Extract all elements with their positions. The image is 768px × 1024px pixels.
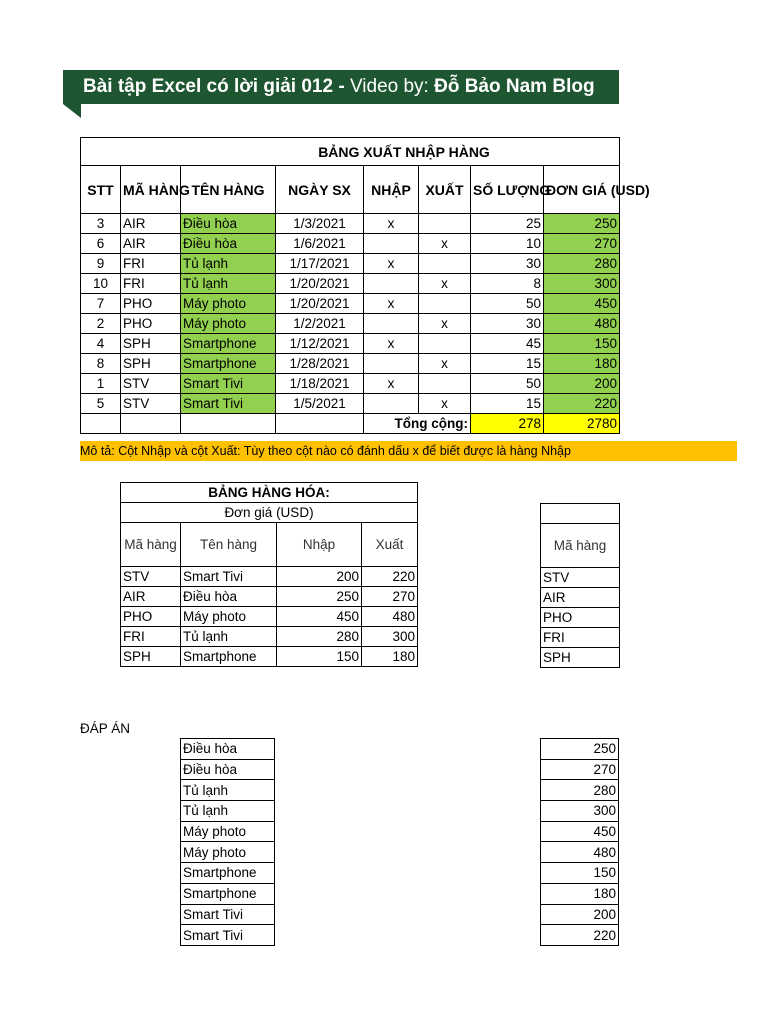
empty-cell[interactable] — [276, 414, 364, 434]
import-mark-cell[interactable]: x — [364, 374, 419, 394]
quantity-cell[interactable]: 15 — [471, 394, 544, 414]
answer-price-cell[interactable]: 150 — [541, 863, 619, 884]
answer-name-cell[interactable]: Smartphone — [181, 883, 275, 904]
quantity-cell[interactable]: 25 — [471, 214, 544, 234]
table-row — [121, 567, 418, 587]
column-header[interactable]: NHẬP — [364, 166, 419, 214]
date-cell[interactable]: 1/12/2021 — [276, 334, 364, 354]
total-label[interactable]: Tổng cộng: — [364, 414, 471, 434]
table-row — [541, 568, 620, 588]
export-price-cell[interactable]: 480 — [362, 607, 418, 627]
code-cell[interactable]: STV — [121, 374, 181, 394]
import-mark-cell[interactable]: x — [364, 334, 419, 354]
column-header[interactable]: XUẤT — [419, 166, 471, 214]
export-mark-cell[interactable] — [419, 214, 471, 234]
column-header[interactable]: STT — [81, 166, 121, 214]
answer-name-cell[interactable]: Smart Tivi — [181, 904, 275, 925]
import-mark-cell[interactable] — [364, 274, 419, 294]
stt-cell[interactable]: 7 — [81, 294, 121, 314]
export-mark-cell[interactable]: x — [419, 394, 471, 414]
quantity-cell[interactable]: 10 — [471, 234, 544, 254]
date-cell[interactable]: 1/5/2021 — [276, 394, 364, 414]
table-row — [121, 627, 418, 647]
code-cell[interactable]: FRI — [121, 627, 181, 647]
table-row — [81, 374, 620, 394]
name-cell[interactable]: Tủ lạnh — [181, 627, 277, 647]
name-cell[interactable]: Điều hòa — [181, 214, 276, 234]
table-row — [81, 274, 620, 294]
code-cell[interactable]: AIR — [121, 587, 181, 607]
name-cell[interactable]: Smartphone — [181, 334, 276, 354]
answer-name-cell[interactable]: Điều hòa — [181, 759, 275, 780]
date-cell[interactable]: 1/17/2021 — [276, 254, 364, 274]
stt-cell[interactable]: 10 — [81, 274, 121, 294]
import-mark-cell[interactable]: x — [364, 254, 419, 274]
code-cell[interactable]: AIR — [121, 234, 181, 254]
name-cell[interactable]: Smartphone — [181, 647, 277, 667]
stt-cell[interactable]: 9 — [81, 254, 121, 274]
quantity-cell[interactable]: 30 — [471, 314, 544, 334]
table-title[interactable]: BẢNG XUẤT NHẬP HÀNG — [81, 138, 620, 166]
price-cell[interactable]: 150 — [544, 334, 620, 354]
import-mark-cell[interactable] — [364, 394, 419, 414]
export-mark-cell[interactable] — [419, 374, 471, 394]
date-cell[interactable]: 1/3/2021 — [276, 214, 364, 234]
table-row — [81, 314, 620, 334]
column-header[interactable]: TÊN HÀNG — [181, 166, 276, 214]
date-cell[interactable]: 1/20/2021 — [276, 294, 364, 314]
column-header[interactable]: MÃ HÀNG — [121, 166, 181, 214]
table-row — [541, 628, 620, 648]
column-header[interactable]: Tên hàng — [181, 523, 277, 567]
code-cell[interactable]: FRI — [121, 254, 181, 274]
import-price-cell[interactable]: 280 — [277, 627, 362, 647]
code-cell[interactable]: STV — [121, 394, 181, 414]
answer-name-cell[interactable]: Smartphone — [181, 863, 275, 884]
import-mark-cell[interactable] — [364, 234, 419, 254]
stt-cell[interactable]: 3 — [81, 214, 121, 234]
column-header[interactable]: NGÀY SX — [276, 166, 364, 214]
price-cell[interactable]: 180 — [544, 354, 620, 374]
code-cell[interactable]: FRI — [541, 628, 620, 648]
date-cell[interactable]: 1/2/2021 — [276, 314, 364, 334]
answer-name-cell[interactable]: Smart Tivi — [181, 925, 275, 946]
quantity-cell[interactable]: 30 — [471, 254, 544, 274]
name-cell[interactable]: Tủ lạnh — [181, 274, 276, 294]
code-cell[interactable]: STV — [541, 568, 620, 588]
empty-cell[interactable] — [181, 414, 276, 434]
name-cell[interactable]: Smart Tivi — [181, 567, 277, 587]
answer-name-cell[interactable]: Tủ lạnh — [181, 801, 275, 822]
price-cell[interactable]: 200 — [544, 374, 620, 394]
goods-table-title[interactable]: BẢNG HÀNG HÓA: — [121, 483, 418, 503]
stt-cell[interactable]: 6 — [81, 234, 121, 254]
stt-cell[interactable]: 4 — [81, 334, 121, 354]
export-mark-cell[interactable] — [419, 294, 471, 314]
name-cell[interactable]: Điều hòa — [181, 234, 276, 254]
price-cell[interactable]: 450 — [544, 294, 620, 314]
table-row — [81, 334, 620, 354]
export-mark-cell[interactable]: x — [419, 274, 471, 294]
name-cell[interactable]: Smartphone — [181, 354, 276, 374]
code-cell[interactable]: AIR — [541, 588, 620, 608]
code-cell[interactable]: PHO — [121, 294, 181, 314]
import-mark-cell[interactable]: x — [364, 214, 419, 234]
page-banner — [63, 70, 619, 104]
answer-names-table — [180, 738, 275, 946]
table-row — [541, 588, 620, 608]
stt-cell[interactable]: 8 — [81, 354, 121, 374]
quantity-cell[interactable]: 50 — [471, 294, 544, 314]
name-cell[interactable]: Tủ lạnh — [181, 254, 276, 274]
code-cell[interactable]: SPH — [541, 648, 620, 668]
description-text: Mô tả: Cột Nhập và cột Xuất: Tùy theo cột nào có đánh dấu x để biết được là hàng Nhập — [80, 444, 571, 458]
code-cell[interactable]: FRI — [121, 274, 181, 294]
code-cell[interactable]: PHO — [121, 314, 181, 334]
export-price-cell[interactable]: 180 — [362, 647, 418, 667]
answer-name-cell[interactable]: Điều hòa — [181, 739, 275, 760]
total-quantity[interactable]: 278 — [471, 414, 544, 434]
answer-prices-table — [540, 738, 619, 946]
export-price-cell[interactable]: 220 — [362, 567, 418, 587]
answer-name-cell[interactable]: Máy photo — [181, 842, 275, 863]
name-cell[interactable]: Smart Tivi — [181, 394, 276, 414]
answer-price-cell[interactable]: 180 — [541, 883, 619, 904]
price-cell[interactable]: 300 — [544, 274, 620, 294]
price-cell[interactable]: 220 — [544, 394, 620, 414]
name-cell[interactable]: Điều hòa — [181, 587, 277, 607]
table-row — [121, 607, 418, 627]
code-cell[interactable]: PHO — [541, 608, 620, 628]
name-cell[interactable]: Máy photo — [181, 607, 277, 627]
empty-cell[interactable] — [121, 414, 181, 434]
import-export-table — [80, 137, 650, 434]
code-cell[interactable]: SPH — [121, 354, 181, 374]
date-cell[interactable]: 1/6/2021 — [276, 234, 364, 254]
name-cell[interactable]: Máy photo — [181, 294, 276, 314]
stt-cell[interactable]: 1 — [81, 374, 121, 394]
answer-price-cell[interactable]: 480 — [541, 842, 619, 863]
import-price-cell[interactable]: 450 — [277, 607, 362, 627]
table-row — [541, 608, 620, 628]
stt-cell[interactable]: 5 — [81, 394, 121, 414]
stt-cell[interactable]: 2 — [81, 314, 121, 334]
name-cell[interactable]: Máy photo — [181, 314, 276, 334]
import-price-cell[interactable]: 200 — [277, 567, 362, 587]
column-header[interactable]: Mã hàng — [541, 524, 620, 568]
table-row — [81, 294, 620, 314]
import-mark-cell[interactable] — [364, 354, 419, 374]
description-note — [80, 441, 737, 461]
column-header[interactable]: Mã hàng — [121, 523, 181, 567]
price-cell[interactable]: 250 — [544, 214, 620, 234]
code-cell[interactable]: SPH — [121, 334, 181, 354]
code-cell[interactable]: SPH — [121, 647, 181, 667]
date-cell[interactable]: 1/18/2021 — [276, 374, 364, 394]
answer-price-cell[interactable]: 220 — [541, 925, 619, 946]
answer-price-cell[interactable]: 300 — [541, 801, 619, 822]
total-row — [81, 414, 620, 434]
banner-author: Đỗ Bảo Nam Blog — [434, 76, 595, 97]
price-cell[interactable]: 480 — [544, 314, 620, 334]
export-price-cell[interactable]: 270 — [362, 587, 418, 607]
date-cell[interactable]: 1/20/2021 — [276, 274, 364, 294]
quantity-cell[interactable]: 15 — [471, 354, 544, 374]
empty-cell[interactable] — [541, 504, 620, 524]
answer-label: ĐÁP ÁN — [80, 721, 131, 736]
column-header[interactable]: SỐ LƯỢNG — [471, 166, 544, 214]
name-cell[interactable]: Smart Tivi — [181, 374, 276, 394]
import-mark-cell[interactable]: x — [364, 294, 419, 314]
import-price-cell[interactable]: 150 — [277, 647, 362, 667]
answer-name-cell[interactable]: Máy photo — [181, 821, 275, 842]
column-header[interactable]: ĐƠN GIÁ (USD) — [544, 166, 620, 214]
goods-table-subtitle[interactable]: Đơn giá (USD) — [121, 503, 418, 523]
answer-price-cell[interactable]: 250 — [541, 739, 619, 760]
banner-video-by: Video by: — [349, 76, 435, 97]
table-row — [121, 647, 418, 667]
quantity-cell[interactable]: 45 — [471, 334, 544, 354]
export-mark-cell[interactable]: x — [419, 234, 471, 254]
quantity-cell[interactable]: 8 — [471, 274, 544, 294]
export-mark-cell[interactable]: x — [419, 314, 471, 334]
import-mark-cell[interactable] — [364, 314, 419, 334]
empty-cell[interactable] — [81, 414, 121, 434]
export-mark-cell[interactable]: x — [419, 354, 471, 374]
table-row — [81, 354, 620, 374]
table-row — [81, 214, 620, 234]
table-row — [81, 394, 620, 414]
table-row — [81, 254, 620, 274]
answer-price-cell[interactable]: 450 — [541, 821, 619, 842]
quantity-cell[interactable]: 50 — [471, 374, 544, 394]
export-price-cell[interactable]: 300 — [362, 627, 418, 647]
table-row — [81, 234, 620, 254]
banner-fold — [63, 104, 81, 118]
import-price-cell[interactable]: 250 — [277, 587, 362, 607]
price-cell[interactable]: 270 — [544, 234, 620, 254]
answer-name-cell[interactable]: Tủ lạnh — [181, 780, 275, 801]
export-mark-cell[interactable] — [419, 254, 471, 274]
answer-price-cell[interactable]: 280 — [541, 780, 619, 801]
partial-code-table — [540, 503, 620, 668]
code-cell[interactable]: STV — [121, 567, 181, 587]
column-header[interactable]: Nhập — [277, 523, 362, 567]
total-price[interactable]: 2780 — [544, 414, 620, 434]
price-cell[interactable]: 280 — [544, 254, 620, 274]
code-cell[interactable]: AIR — [121, 214, 181, 234]
column-header[interactable]: Xuất — [362, 523, 418, 567]
answer-price-cell[interactable]: 270 — [541, 759, 619, 780]
banner-title: Bài tập Excel có lời giải 012 - — [83, 76, 350, 97]
code-cell[interactable]: PHO — [121, 607, 181, 627]
date-cell[interactable]: 1/28/2021 — [276, 354, 364, 374]
export-mark-cell[interactable] — [419, 334, 471, 354]
answer-price-cell[interactable]: 200 — [541, 904, 619, 925]
table-row — [121, 587, 418, 607]
goods-table — [120, 482, 418, 667]
table-row — [541, 648, 620, 668]
